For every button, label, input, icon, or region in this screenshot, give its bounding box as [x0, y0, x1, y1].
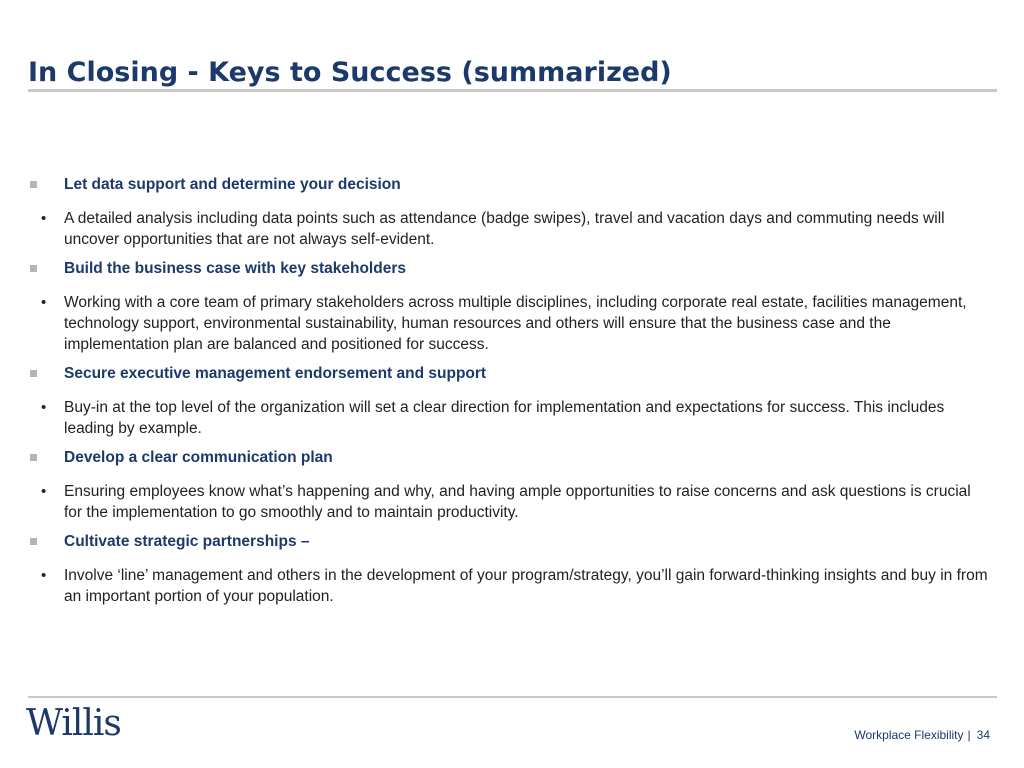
key-point-heading	[28, 174, 988, 195]
key-points-list	[28, 174, 988, 615]
key-point-heading-text: Develop a clear communication plan	[64, 449, 333, 466]
key-point-heading	[28, 447, 988, 468]
square-bullet-icon	[30, 454, 37, 461]
key-point	[28, 258, 988, 355]
key-point-heading	[28, 363, 988, 384]
willis-logo: Willis	[26, 703, 121, 744]
slide-title: In Closing - Keys to Success (summarized)	[28, 57, 672, 88]
dot-bullet-icon: •	[41, 399, 47, 416]
key-point-detail	[28, 565, 988, 607]
square-bullet-icon	[30, 265, 37, 272]
key-point-detail-text: Ensuring employees know what’s happening and why, and having ample opportunities to raise concerns and ask questions is crucial for the implementation to go smoothly and to maintain productivity.	[64, 483, 971, 521]
key-point-detail-text: Involve ‘line’ management and others in the development of your program/strategy, you’ll gain forward-thinking insights and buy in from an important portion of your population.	[64, 567, 988, 605]
key-point-heading	[28, 531, 988, 552]
square-bullet-icon	[30, 181, 37, 188]
dot-bullet-icon: •	[41, 567, 47, 584]
footer-section-label: Workplace Flexibility	[854, 728, 964, 742]
square-bullet-icon	[30, 538, 37, 545]
key-point-heading-text: Build the business case with key stakeholders	[64, 260, 406, 277]
key-point	[28, 174, 988, 250]
key-point-detail-text: Working with a core team of primary stakeholders across multiple disciplines, including corporate real estate, facilities management, technology support, environmental sustainability, human resources and others will ensure that the business case and the implementation plan are balanced and positioned for success.	[64, 294, 967, 353]
key-point-heading	[28, 258, 988, 279]
square-bullet-icon	[30, 370, 37, 377]
dot-bullet-icon: •	[41, 294, 47, 311]
key-point-detail	[28, 481, 988, 523]
key-point-detail-text: A detailed analysis including data points such as attendance (badge swipes), travel and vacation days and commuting needs will uncover opportunities that are not always self-evident.	[64, 210, 945, 248]
key-point-heading-text: Cultivate strategic partnerships –	[64, 533, 310, 550]
footer-label	[854, 727, 990, 743]
dot-bullet-icon: •	[41, 210, 47, 227]
title-divider	[28, 89, 997, 92]
key-point-detail	[28, 292, 988, 355]
key-point	[28, 531, 988, 607]
key-point-detail-text: Buy-in at the top level of the organization will set a clear direction for implementation and expectations for success. This includes leading by example.	[64, 399, 945, 437]
footer-divider	[28, 696, 997, 698]
key-point	[28, 447, 988, 523]
dot-bullet-icon: •	[41, 483, 47, 500]
key-point-detail	[28, 397, 988, 439]
key-point-heading-text: Secure executive management endorsement and support	[64, 365, 487, 382]
key-point-heading-text: Let data support and determine your decision	[64, 176, 401, 193]
footer-separator: |	[967, 728, 971, 742]
key-point	[28, 363, 988, 439]
key-point-detail	[28, 208, 988, 250]
page-number: 34	[976, 728, 990, 742]
